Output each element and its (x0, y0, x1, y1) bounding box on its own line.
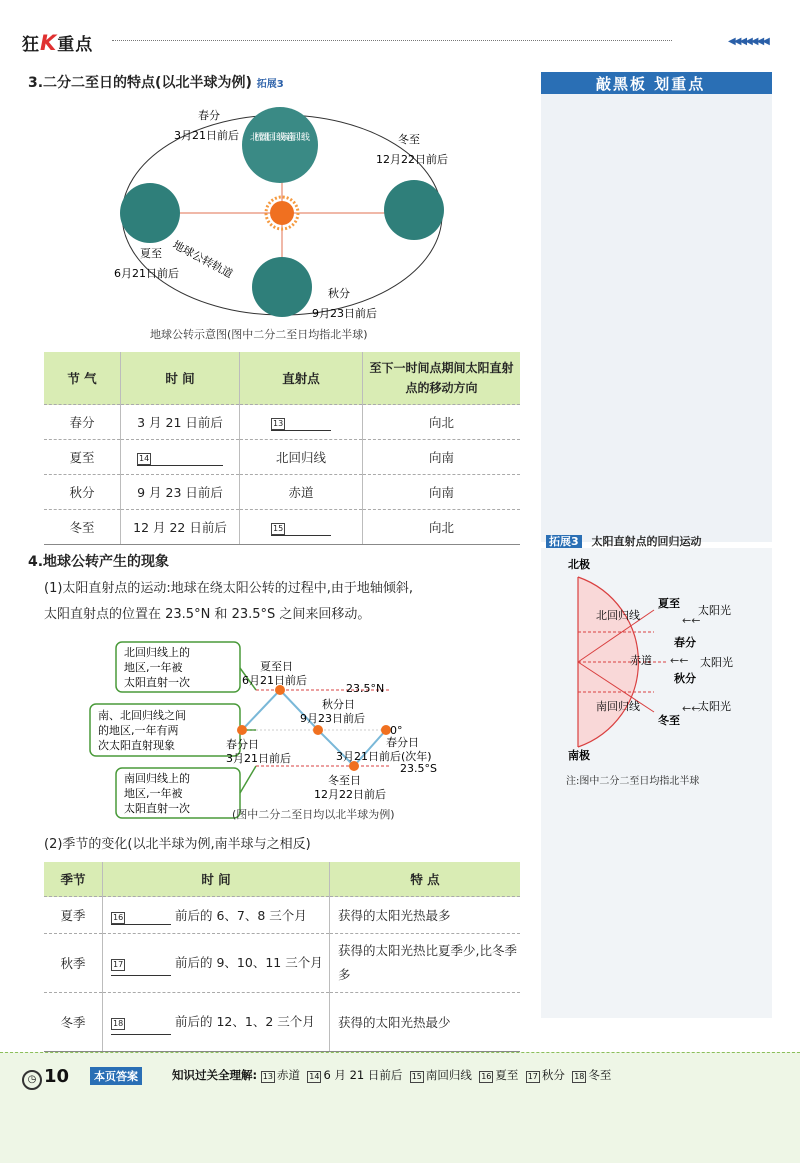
answer-blank-14[interactable]: 14 (137, 449, 223, 466)
section4-paragraph: (1)太阳直射点的运动:地球在绕太阳公转的过程中,由于地轴倾斜, 太阳直射点的位置在 23.5°N 和 23.5°S 之间来回移动。 (44, 581, 414, 622)
label-autumn: 秋分 (328, 287, 350, 300)
svg-text:北回归线上的: 北回归线上的 (124, 646, 190, 659)
table-row: 夏至 14 北回归线 向南 (44, 440, 520, 475)
table-row: 秋分 9 月 23 日前后 赤道 向南 (44, 475, 520, 510)
label-autumn-date: 9月23日前后 (312, 307, 377, 320)
th-term: 节 气 (44, 352, 121, 405)
table-row: 秋季 17 前后的 9、10、11 三个月 获得的太阳光热比夏季少,比冬季多 (44, 934, 520, 993)
svg-text:赤道: 赤道 (630, 654, 652, 667)
svg-text:南、北回归线之间: 南、北回归线之间 (98, 709, 186, 722)
svg-text:冬至: 冬至 (658, 714, 680, 727)
th-season: 季节 (44, 862, 103, 897)
th-point: 直射点 (240, 352, 363, 405)
svg-text:的地区,一年有两: 的地区,一年有两 (98, 724, 179, 737)
table-row: 春分 3 月 21 日前后 13 向北 (44, 405, 520, 440)
sun-spring-icon (237, 725, 247, 735)
svg-text:3月21日前后: 3月21日前后 (226, 752, 291, 765)
svg-text:地区,一年被: 地区,一年被 (124, 787, 183, 800)
orbit-diagram (100, 95, 460, 345)
page-number: ◷ 10 (22, 1066, 69, 1090)
label-spring: 春分 (198, 109, 220, 122)
section4-title: 4.地球公转产生的现象 (28, 554, 170, 570)
sidebar-title: 敲黑板 划重点 (596, 75, 706, 93)
svg-text:地区,一年被: 地区,一年被 (124, 661, 183, 674)
sidebar-panel (541, 72, 772, 542)
svg-text:秋分日: 秋分日 (322, 698, 355, 711)
svg-text:南极: 南极 (568, 749, 590, 762)
sunlight-arrows-icon-2: ←← (670, 654, 689, 667)
svg-text:0°: 0° (390, 724, 403, 737)
label-summer-date: 6月21日前后 (114, 267, 179, 280)
sunlight-arrows-icon-3: ←← (682, 702, 701, 715)
regression-diagram (550, 552, 770, 762)
table-row: 夏季 16 前后的 6、7、8 三个月 获得的太阳光热最多 (44, 897, 520, 934)
svg-text:北极: 北极 (568, 558, 590, 571)
svg-text:3月21日前后(次年): 3月21日前后(次年) (336, 750, 432, 763)
anchor-icon: 拓展3 (546, 535, 582, 548)
svg-text:23.5°S: 23.5°S (400, 762, 437, 775)
solar-terms-table (44, 352, 520, 545)
svg-text:太阳直射一次: 太阳直射一次 (124, 802, 190, 815)
svg-text:春分: 春分 (674, 636, 696, 649)
header-divider (112, 40, 672, 41)
th-season-time: 时 间 (103, 862, 330, 897)
answer-blank-13[interactable]: 13 (271, 414, 331, 431)
globe-autumn-icon (252, 257, 312, 317)
sidebar-extension-title: 拓展3 太阳直射点的回归运动 (546, 533, 702, 549)
answer-blank-18[interactable]: 18 (111, 1010, 171, 1035)
subsolar-diagram (50, 638, 520, 823)
table-row: 冬季 18 前后的 12、1、2 三个月 获得的太阳光热最少 (44, 993, 520, 1052)
svg-text:春分日: 春分日 (226, 738, 259, 751)
globe-text: 北极圈 北回归线 赤道 南回归线 (250, 133, 310, 143)
th-direction: 至下一时间点期间太阳直射点的移动方向 (363, 352, 521, 405)
svg-text:夏至: 夏至 (658, 597, 680, 610)
svg-text:太阳光: 太阳光 (698, 700, 731, 713)
answers-tag: 本页答案 (90, 1067, 142, 1085)
svg-text:23.5°N: 23.5°N (346, 682, 385, 695)
answer-blank-16[interactable]: 16 (111, 908, 171, 925)
svg-text:夏至日: 夏至日 (260, 660, 293, 673)
sunlight-arrows-icon: ←← (682, 614, 701, 627)
svg-text:春分日: 春分日 (386, 736, 419, 749)
svg-text:太阳光: 太阳光 (698, 604, 731, 617)
answers-row: 知识过关全理解: 13 赤道 14 6 月 21 日前后 15 南回归线 16 夏至 17 秋分 18 冬至 (172, 1068, 612, 1082)
footer-divider (0, 1052, 800, 1053)
svg-text:南回归线上的: 南回归线上的 (124, 772, 190, 785)
svg-text:冬至日: 冬至日 (328, 774, 361, 787)
svg-text:太阳直射一次: 太阳直射一次 (124, 676, 190, 689)
svg-text:太阳光: 太阳光 (700, 656, 733, 669)
svg-text:南回归线: 南回归线 (596, 700, 640, 713)
answer-blank-17[interactable]: 17 (111, 951, 171, 976)
svg-text:北回归线: 北回归线 (596, 609, 640, 622)
globe-winter-icon (384, 180, 444, 240)
seasons-table (44, 862, 520, 1052)
svg-text:次太阳直射现象: 次太阳直射现象 (98, 739, 175, 752)
extension-tag: 拓展3 (256, 79, 284, 90)
sidebar-note: 注:图中二分二至日均指北半球 (566, 776, 700, 787)
orbit-caption: 地球公转示意图(图中二分二至日均指北半球) (150, 328, 368, 341)
label-winter-date: 12月22日前后 (376, 153, 448, 166)
clock-icon: ◷ (22, 1070, 42, 1090)
brand-logo: 狂K重点 (22, 31, 94, 55)
label-spring-date: 3月21日前后 (174, 129, 239, 142)
sun-icon (270, 201, 294, 225)
globe-summer-icon (120, 183, 180, 243)
label-orbit: 地球公转轨道 (170, 238, 235, 281)
svg-text:6月21日前后: 6月21日前后 (242, 674, 307, 687)
subsolar-caption: (图中二分二至日均以北半球为例) (232, 808, 395, 821)
svg-text:12月22日前后: 12月22日前后 (314, 788, 386, 801)
th-time: 时 间 (121, 352, 240, 405)
section3-title: 3.二分二至日的特点(以北半球为例) 拓展3 (28, 75, 284, 91)
svg-text:9月23日前后: 9月23日前后 (300, 712, 365, 725)
section4-seasons-intro: (2)季节的变化(以北半球为例,南半球与之相反) (44, 837, 311, 852)
label-winter: 冬至 (398, 133, 420, 146)
table-row: 冬至 12 月 22 日前后 15 向北 (44, 510, 520, 545)
th-feature: 特 点 (330, 862, 521, 897)
header-arrows-icon: ◀◀◀◀◀◀◀ (728, 36, 768, 47)
sun-autumn-icon (313, 725, 323, 735)
svg-text:秋分: 秋分 (674, 672, 696, 685)
label-summer: 夏至 (140, 247, 162, 260)
answer-blank-15[interactable]: 15 (271, 519, 331, 536)
globe-spring-icon (242, 107, 318, 183)
